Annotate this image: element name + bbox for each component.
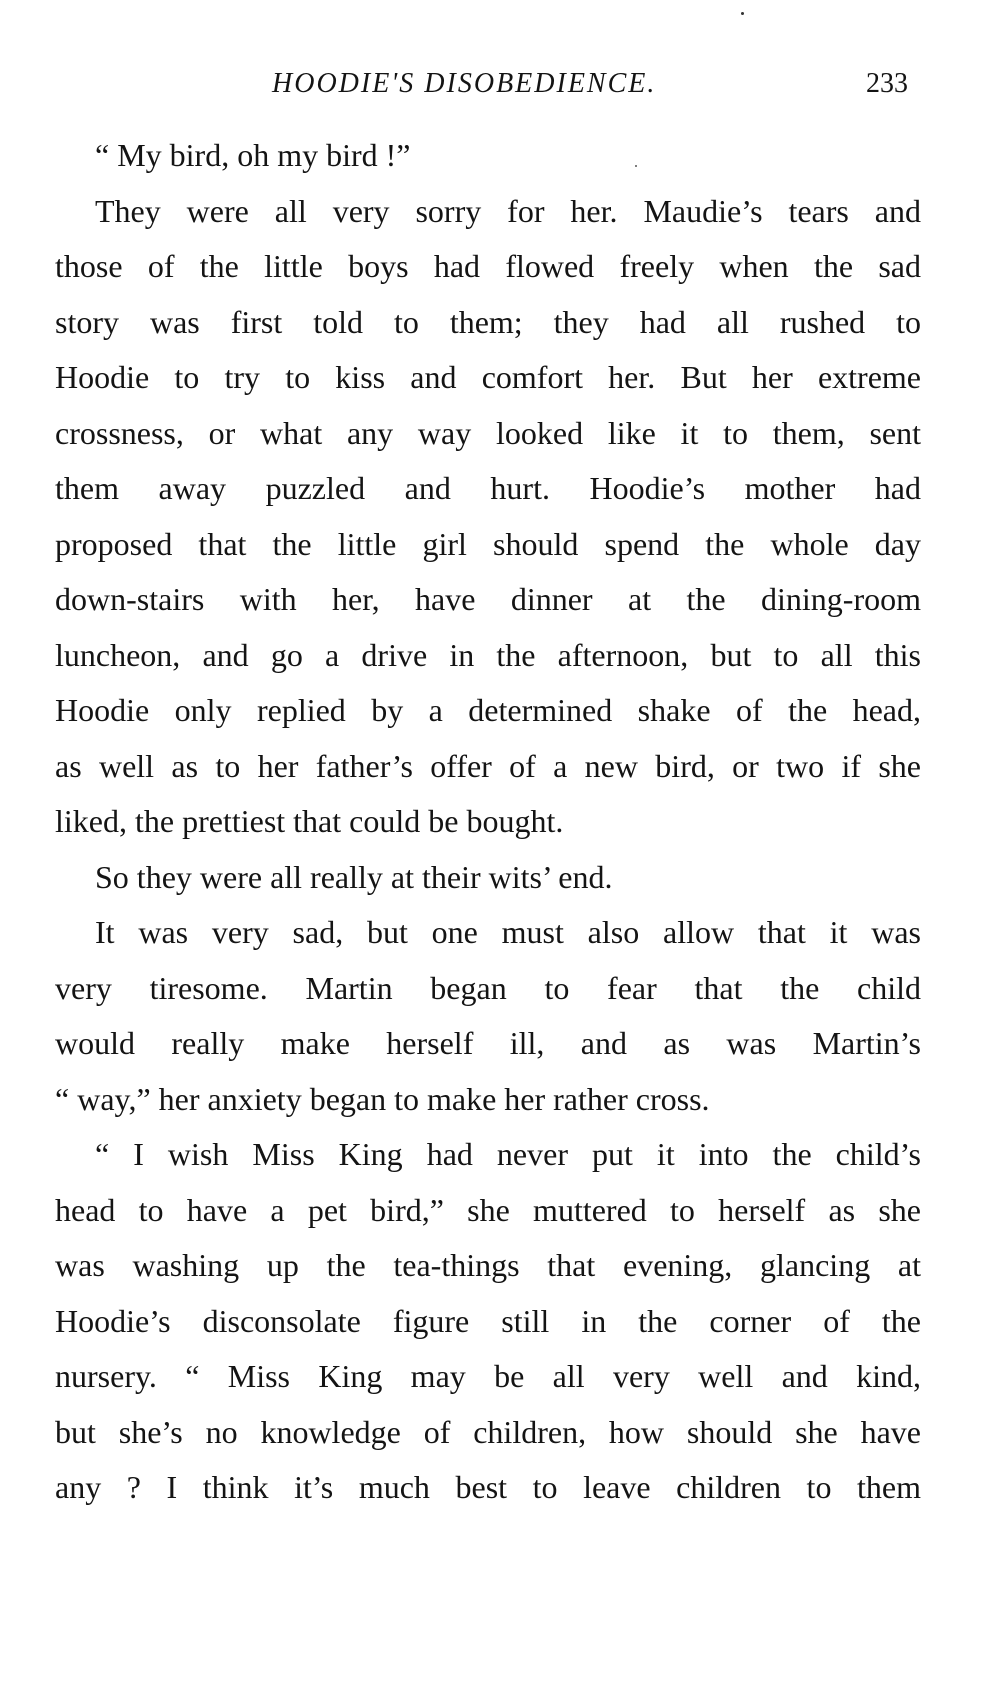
text-line: crossness, or what any way looked like it to them, sent bbox=[55, 414, 921, 451]
body-text bbox=[55, 128, 921, 1516]
text-line: would really make herself ill, and as was Martin’s bbox=[55, 1025, 921, 1061]
text-line: nursery. “ Miss King may be all very well and kind, bbox=[55, 1358, 921, 1394]
text-line: down-stairs with her, have dinner at the dining-room bbox=[55, 581, 921, 617]
text-line: any ? I think it’s much best to leave children to them bbox=[55, 1469, 921, 1505]
text-line: Hoodie only replied by a determined shake of the head, bbox=[55, 692, 921, 728]
text-line: Hoodie’s disconsolate figure still in the corner of the bbox=[55, 1302, 921, 1339]
text-line: luncheon, and go a drive in the afternoon, but to all this bbox=[55, 636, 921, 673]
text-line: So they were all really at their wits’ end. bbox=[95, 858, 613, 895]
text-line: very tiresome. Martin began to fear that the child bbox=[55, 969, 921, 1006]
text-line: It was very sad, but one must also allow that it was bbox=[95, 914, 921, 950]
text-line: story was first told to them; they had all rushed to bbox=[55, 303, 921, 340]
text-line: Hoodie to try to kiss and comfort her. But her extreme bbox=[55, 359, 921, 395]
text-line: “ My bird, oh my bird !” bbox=[95, 137, 411, 173]
page-number: 233 bbox=[866, 68, 908, 99]
page-header bbox=[0, 68, 1000, 108]
text-line: them away puzzled and hurt. Hoodie’s mother had bbox=[55, 470, 921, 506]
text-line: “ way,” her anxiety began to make her rather cross. bbox=[55, 1080, 710, 1117]
text-line: They were all very sorry for her. Maudie’s tears and bbox=[95, 192, 921, 229]
text-line: “ I wish Miss King had never put it into the child’s bbox=[95, 1136, 921, 1172]
text-line: proposed that the little girl should spend the whole day bbox=[55, 525, 921, 562]
ink-speck bbox=[741, 12, 744, 15]
text-line: was washing up the tea-things that evening, glancing at bbox=[55, 1247, 921, 1283]
text-line: those of the little boys had flowed freely when the sad bbox=[55, 248, 921, 284]
running-title: HOODIE'S DISOBEDIENCE. bbox=[272, 68, 657, 99]
text-line: as well as to her father’s offer of a new bird, or two if she bbox=[55, 747, 921, 784]
text-line: but she’s no knowledge of children, how should she have bbox=[55, 1413, 921, 1450]
text-line: liked, the prettiest that could be bought. bbox=[55, 803, 564, 839]
text-line: head to have a pet bird,” she muttered to herself as she bbox=[55, 1191, 921, 1228]
